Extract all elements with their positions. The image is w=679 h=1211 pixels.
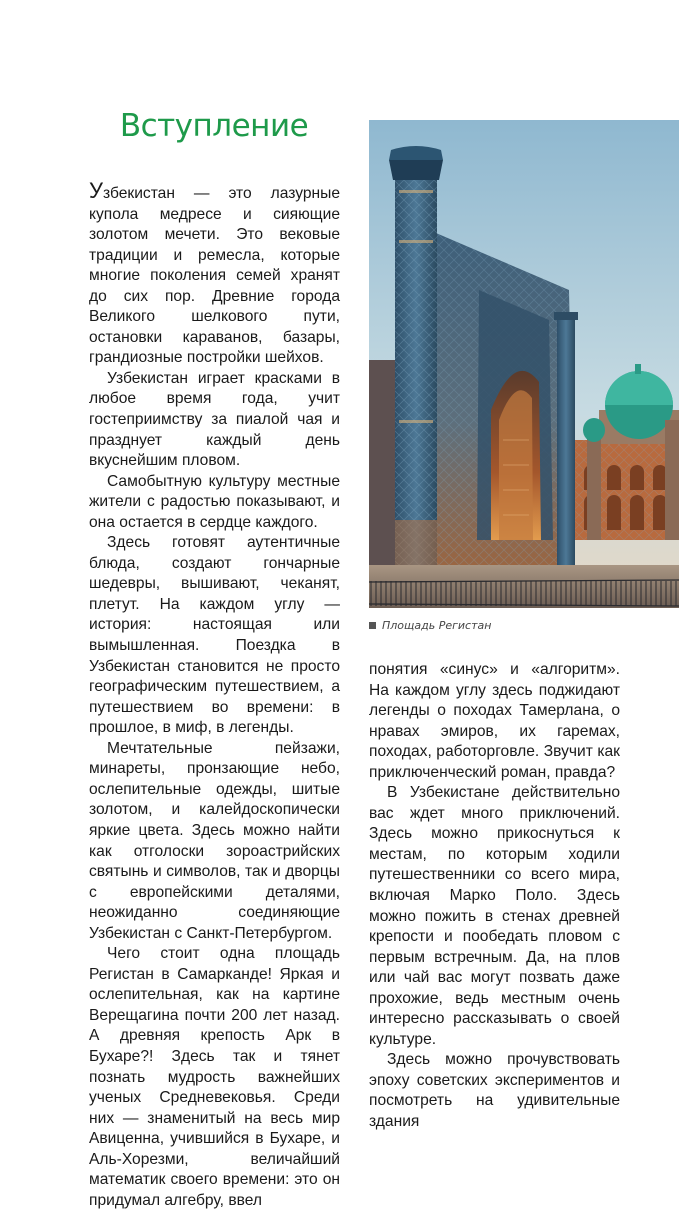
text-column-left xyxy=(89,178,340,1211)
paragraph: В Узбекистане действительно вас ждет много приключений. Здесь можно прикоснуться к местам, по которым ходили путешественники со всего мира, включая Марко Поло. Здесь можно пожить в стенах древней крепости и пообедать пловом с первым встречным. Да, на плов или чай вас могут позвать даже прохожие, ведь местным очень интересно рассказывать о своей культуре. xyxy=(369,784,620,1048)
paragraph: Узбекистан играет красками в любое время года, учит гостеприимству за пиалой чая и празднует каждый день вкуснейшим пловом. xyxy=(89,369,340,470)
page-title: Вступление xyxy=(119,108,309,144)
paragraph: Здесь готовят аутентичные блюда, создают гончарные шедевры, вышивают, чеканят, плетут. На каждом углу — история: настоящая или вымышленная. Поездка в Узбекистан становится не просто географическим путешествием, а путешествием во времени: в прошлое, в миф, в легенды. xyxy=(89,534,340,737)
paragraph: Мечтательные пейзажи, минареты, пронзающие небо, ослепительные одежды, шитые золотом, и калейдоскопически яркие цвета. Здесь можно найти как отголоски зороастрийских святынь и символов, так и дворцы с европейскими деталями, неожиданно соединяющие Узбекистан с Санкт-Петербургом. xyxy=(89,739,340,942)
paragraph: понятия «синус» и «алгоритм». На каждом углу здесь поджидают легенды о походах Тамерлана, о нравах эмиров, их гаремах, походах, работорговле. Звучит как приключенческий роман, правда? xyxy=(369,661,620,781)
photo-caption xyxy=(369,619,491,632)
caption-bullet-icon xyxy=(369,622,376,629)
text-column-right xyxy=(369,660,620,1133)
paragraph-text: збекистан — это лазурные купола медресе и сияющие золотом мечети. Это вековые традиции и ремесла, которые многие поколения семей хранят до сих пор. Древние города Великого шелкового пути, остановки караванов, базары, грандиозные постройки шейхов. xyxy=(89,185,340,367)
drop-cap: У xyxy=(89,178,103,203)
paragraph: Чего стоит одна площадь Регистан в Самарканде! Яркая и ослепительная, как на картине Верещагина почти 200 лет назад. А древняя крепость Арк в Бухаре?! Здесь так и тянет познать мудрость важнейших ученых Средневековья. Среди них — знаменитый на весь мир Авиценна, учившийся в Бухаре, и Аль-Хорезми, величайший математик своего времени: это он придумал алгебру, ввел xyxy=(89,945,340,1209)
registan-photo xyxy=(369,120,679,608)
paragraph xyxy=(89,178,340,369)
paragraph: Здесь можно прочувствовать эпоху советских экспериментов и посмотреть на удивительные здания xyxy=(369,1051,620,1131)
paragraph: Самобытную культуру местные жители с радостью показывают, и она остается в сердце каждого. xyxy=(89,472,340,531)
caption-text: Площадь Регистан xyxy=(382,619,492,632)
